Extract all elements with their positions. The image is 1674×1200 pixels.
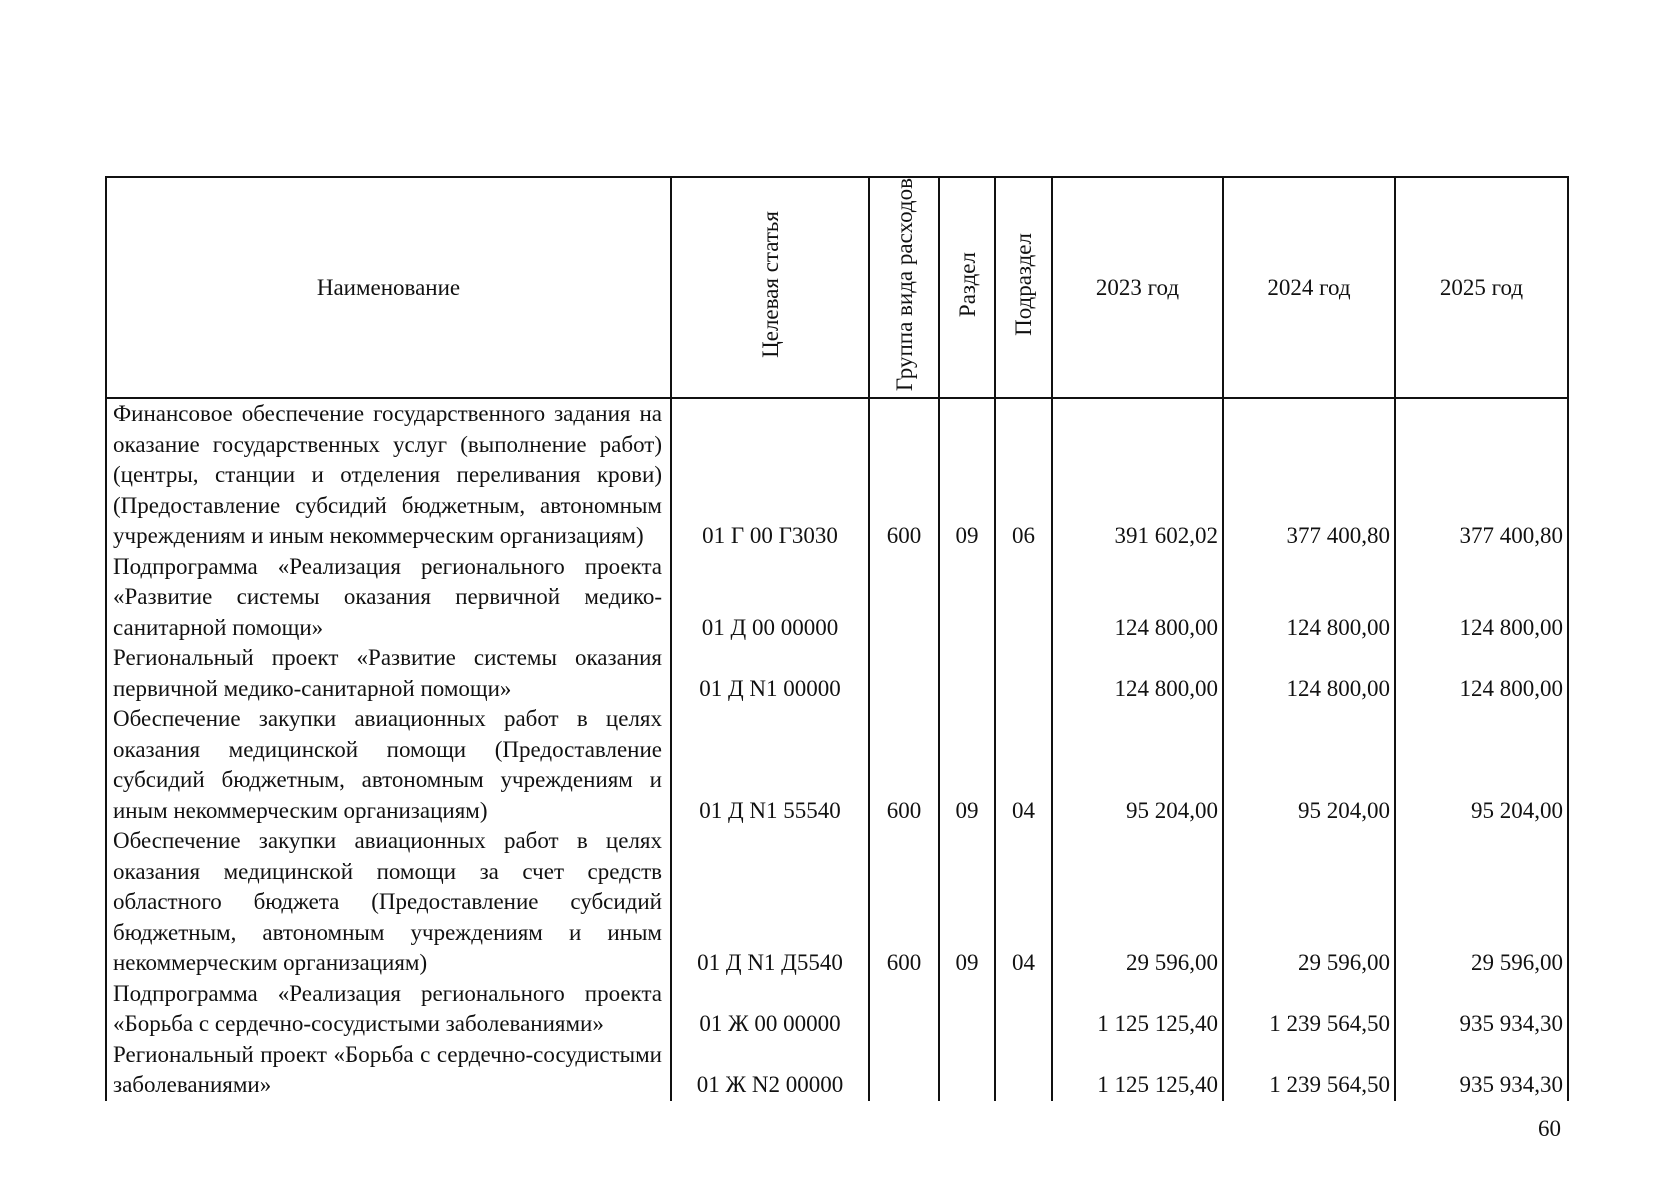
table-row [106,979,1568,1040]
header-subsection: Подраздел [995,177,1052,398]
expense-group: 600 [869,398,939,552]
amount-2023: 29 596,00 [1052,826,1223,979]
amount-2025: 377 400,80 [1395,398,1568,552]
section [939,979,995,1040]
expense-group [869,979,939,1040]
expense-group [869,1040,939,1101]
expense-group: 600 [869,826,939,979]
amount-2025: 935 934,30 [1395,1040,1568,1101]
table-row [106,1040,1568,1101]
amount-2024: 124 800,00 [1223,552,1395,644]
subsection: 04 [995,826,1052,979]
section [939,1040,995,1101]
subsection: 04 [995,704,1052,826]
row-name: Подпрограмма «Реализация регионального проекта «Развитие системы оказания первичной медико-санитарной помощи» [106,552,671,644]
subsection [995,1040,1052,1101]
amount-2023: 1 125 125,40 [1052,1040,1223,1101]
target-article: 01 Г 00 Г3030 [671,398,869,552]
section: 09 [939,398,995,552]
header-expense-group: Группа вида расходов [869,177,939,398]
target-article: 01 Ж N2 00000 [671,1040,869,1101]
table-row [106,826,1568,979]
section [939,552,995,644]
amount-2025: 935 934,30 [1395,979,1568,1040]
target-article: 01 Д N1 Д5540 [671,826,869,979]
amount-2025: 29 596,00 [1395,826,1568,979]
amount-2023: 95 204,00 [1052,704,1223,826]
amount-2024: 1 239 564,50 [1223,1040,1395,1101]
section: 09 [939,826,995,979]
row-name: Региональный проект «Развитие системы оказания первичной медико-санитарной помощи» [106,643,671,704]
amount-2025: 95 204,00 [1395,704,1568,826]
subsection [995,552,1052,644]
page-number: 60 [1538,1116,1561,1141]
amount-2024: 124 800,00 [1223,643,1395,704]
header-name: Наименование [106,177,671,398]
table-row [106,552,1568,644]
amount-2024: 29 596,00 [1223,826,1395,979]
section: 09 [939,704,995,826]
amount-2025: 124 800,00 [1395,552,1568,644]
amount-2023: 391 602,02 [1052,398,1223,552]
target-article: 01 Д 00 00000 [671,552,869,644]
amount-2024: 377 400,80 [1223,398,1395,552]
subsection [995,979,1052,1040]
table-body [106,398,1568,1101]
table-row [106,704,1568,826]
amount-2023: 124 800,00 [1052,643,1223,704]
header-section: Раздел [939,177,995,398]
amount-2024: 95 204,00 [1223,704,1395,826]
amount-2023: 124 800,00 [1052,552,1223,644]
header-2024: 2024 год [1223,177,1395,398]
amount-2024: 1 239 564,50 [1223,979,1395,1040]
expense-group [869,643,939,704]
expense-group [869,552,939,644]
header-2023: 2023 год [1052,177,1223,398]
row-name: Обеспечение закупки авиационных работ в целях оказания медицинской помощи за счет средств областного бюджета (Предоставление субсидий бюджетным, автономным учреждениям и иным некоммерческим организациям) [106,826,671,979]
section [939,643,995,704]
row-name: Региональный проект «Борьба с сердечно-сосудистыми заболеваниями» [106,1040,671,1101]
budget-table [105,176,1569,1101]
target-article: 01 Д N1 00000 [671,643,869,704]
amount-2025: 124 800,00 [1395,643,1568,704]
row-name: Подпрограмма «Реализация регионального проекта «Борьба с сердечно-сосудистыми заболеваниями» [106,979,671,1040]
subsection: 06 [995,398,1052,552]
table-row [106,643,1568,704]
target-article: 01 Ж 00 00000 [671,979,869,1040]
header-target-article: Целевая статья [671,177,869,398]
row-name: Финансовое обеспечение государственного задания на оказание государственных услуг (выполнение работ) (центры, станции и отделения переливания крови) (Предоставление субсидий бюджетным, автономным учреждениям и иным некоммерческим организациям) [106,398,671,552]
subsection [995,643,1052,704]
target-article: 01 Д N1 55540 [671,704,869,826]
header-2025: 2025 год [1395,177,1568,398]
table-row [106,398,1568,552]
table-header-row [106,177,1568,398]
row-name: Обеспечение закупки авиационных работ в целях оказания медицинской помощи (Предоставление субсидий бюджетным, автономным учреждениям и иным некоммерческим организациям) [106,704,671,826]
amount-2023: 1 125 125,40 [1052,979,1223,1040]
expense-group: 600 [869,704,939,826]
